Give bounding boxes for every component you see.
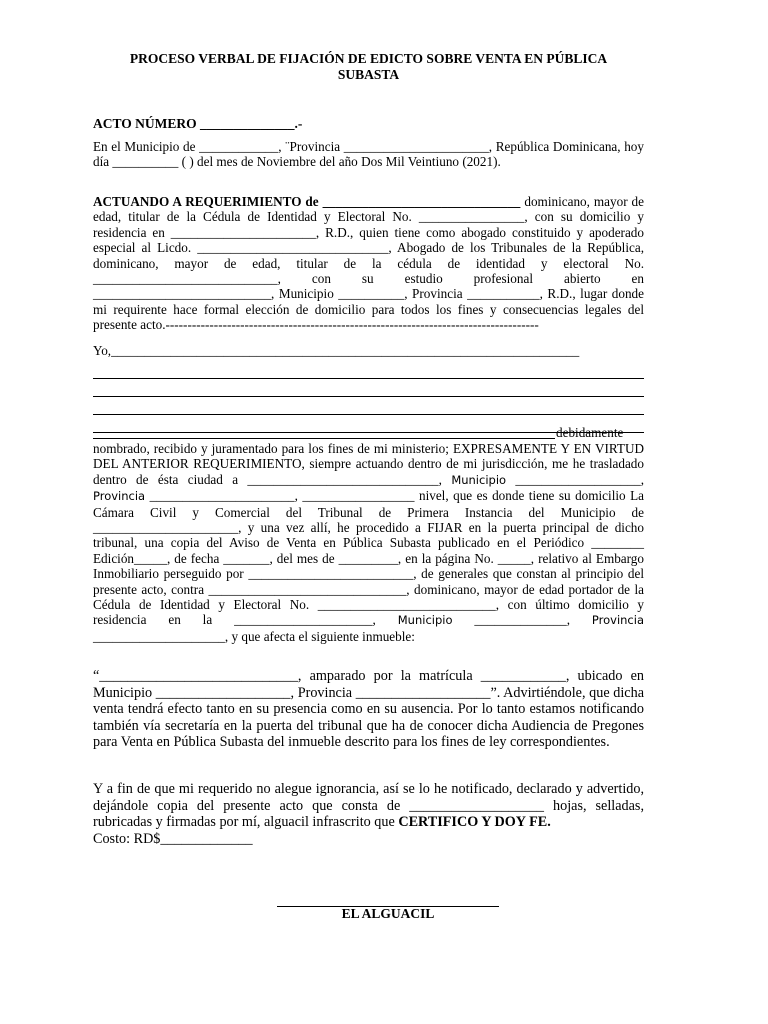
document-title xyxy=(93,51,644,82)
debidamente-line xyxy=(93,425,644,440)
paragraph-municipio: En el Municipio de ____________, ¨Provincia ______________________, República Dominicana, hoy día __________ ( ) del mes de Noviembre del año Dos Mil Veintiuno (2021). xyxy=(93,139,644,170)
alguacil-label: EL ALGUACIL xyxy=(341,906,435,921)
paragraph-traslado xyxy=(93,441,644,644)
acto-numero: ACTO NÚMERO ______________.- xyxy=(93,116,303,131)
traslado-text-c: ______________________, _________________ nivel, que es donde tiene su domicilio La Cámara Civil y Comercial del Tribunal de Primera Instancia del Municipio de ______________________, y una vez allí, he procedido a FIJAR en la puerta principal de dicho tribunal, una copia del Aviso de Venta en Pública Subasta publicado en el Periódico ________ Edición_____, de fecha _______, del mes de _________, en la página No. _____, relativo al Embargo Inmobiliario perseguido por _________________________, de generales que constan al principio del presente acto, contra ______________________________, dominicano, mayor de edad portador de la Cédula de Identidad y Electoral No. ___________________________, con último domicilio y residencia en la _____________________, xyxy=(93,488,644,628)
traslado-text-a: nombrado, recibido y juramentado para los fines de mi ministerio; EXPRESAMENTE Y EN VIRTUD DEL ANTERIOR REQUERIMIENTO, siempre actuando dentro de mi jurisdicción, me he trasladado dentro de ésta ciudad a _____________________________, xyxy=(93,441,644,487)
certifico-bold: CERTIFICO Y DOY FE. xyxy=(398,814,551,831)
blank-line xyxy=(93,361,644,379)
debidamente-word: debidamente xyxy=(556,425,624,440)
costo-line: Costo: RD$_____________ xyxy=(93,830,253,847)
traslado-text-b: ___________________, xyxy=(506,471,644,487)
traslado-text-d: ______________, xyxy=(452,612,592,628)
municipio-label-2: Municipio xyxy=(397,613,453,628)
title-line-2: SUBASTA xyxy=(337,66,400,82)
provincia-label-2: Provincia xyxy=(591,613,644,628)
debidamente-blank xyxy=(93,438,555,439)
requerimiento-heading: ACTUANDO A REQUERIMIENTO de ______________________________ xyxy=(93,194,521,209)
paragraph-certifico xyxy=(93,781,644,847)
blank-line xyxy=(93,397,644,415)
provincia-label: Provincia xyxy=(93,489,146,504)
paragraph-inmueble: “____________________________, amparado por la matrícula ____________, ubicado en Municipio ___________________, Provincia ___________________”. Advirtiéndole, que dicha venta tendrá efecto tanto en su presencia como en su ausencia. Por lo tanto estamos notificando también vía secretaría en la puerta del tribunal que ha de conocer dicha Audiencia de Pregones para Venta en Pública Subasta del inmueble descrito para los fines de ley correspondientes. xyxy=(93,668,644,751)
yo-line: Yo,_______________________________________________________________________ xyxy=(93,343,580,358)
paragraph-requerimiento xyxy=(93,194,644,333)
blank-line xyxy=(93,379,644,397)
certifico-text: Y a fin de que mi requerido no alegue ignorancia, así se lo he notificado, declarado y advertido, dejándole copia del presente acto que consta de ___________________ hojas, selladas, rubricadas y firmadas por mí, alguacil infrascrito que xyxy=(93,781,644,831)
requerimiento-text: dominicano, mayor de edad, titular de la Cédula de Identidad y Electoral No. ________________, con su domicilio y residencia en ______________________, R.D., quien tiene como abogado constituido y apoderado especial al Licdo. _____________________________, Abogado de los Tribunales de la República, dominicano, mayor de edad, titular de la cédula de identidad y electoral No. ____________________________, con su estudio profesional abierto en ___________________________, Municipio __________, Provincia ___________, R.D., lugar donde mi requirente hace formal elección de domicilio para todos los fines y consecuencias legales del presente acto.------------------------------------------------------------------------------------- xyxy=(93,194,645,333)
blank-lines xyxy=(93,361,644,433)
traslado-text-e: ____________________, y que afecta el siguiente inmueble: xyxy=(93,628,415,644)
municipio-label: Municipio xyxy=(451,472,507,487)
title-line-1: PROCESO VERBAL DE FIJACIÓN DE EDICTO SOBRE VENTA EN PÚBLICA xyxy=(129,51,608,66)
